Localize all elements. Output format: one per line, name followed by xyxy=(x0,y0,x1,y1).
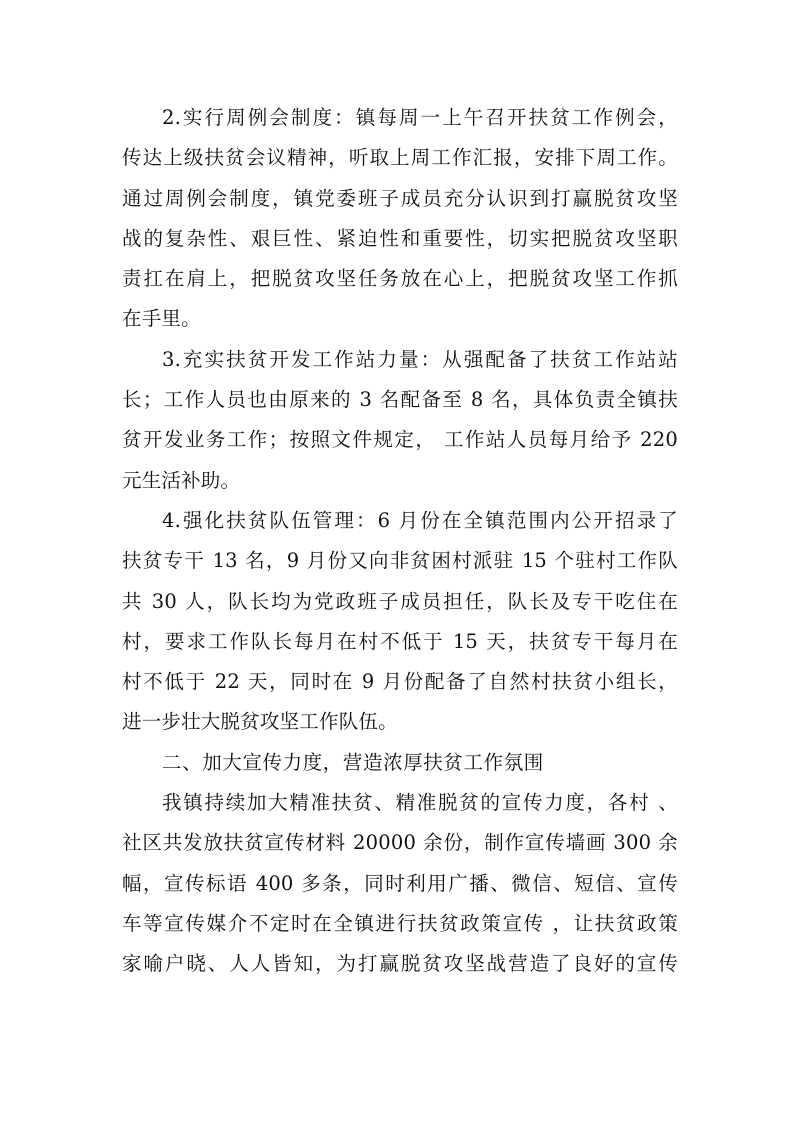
paragraph-4-line-2: 社区共发放扶贫宣传材料 20000 余份，制作宣传墙画 300 余 xyxy=(122,831,678,855)
paragraph-4-line-5: 家喻户晓、人人皆知，为打赢脱贫攻坚战营造了良好的宣传 xyxy=(122,952,678,976)
paragraph-3-line-6: 进一步壮大脱贫攻坚工作队伍。 xyxy=(122,710,398,734)
paragraph-4-line-3: 幅，宣传标语 400 多条，同时利用广播、微信、短信、宣传 xyxy=(122,871,678,895)
paragraph-1-line-4: 战的复杂性、艰巨性、紧迫性和重要性，切实把脱贫攻坚职 xyxy=(122,226,678,250)
paragraph-1-line-1: 2.实行周例会制度：镇每周一上午召开扶贫工作例会， xyxy=(162,106,678,129)
paragraph-2-line-2: 长；工作人员也由原来的 3 名配备至 8 名，具体负责全镇扶 xyxy=(122,388,678,412)
paragraph-4-line-1: 我镇持续加大精准扶贫、精准脱贫的宣传力度，各村 、 xyxy=(162,791,678,815)
paragraph-2-line-1: 3.充实扶贫开发工作站力量：从强配备了扶贫工作站站 xyxy=(162,347,678,371)
paragraph-3-line-4: 村，要求工作队长每月在村不低于 15 天，扶贫专干每月在 xyxy=(122,629,678,653)
paragraph-4-line-4: 车等宣传媒介不定时在全镇进行扶贫政策宣传 ，让扶贫政策 xyxy=(122,911,678,935)
paragraph-3-line-3: 共 30 人，队长均为党政班子成员担任，队长及专干吃住在 xyxy=(122,589,678,613)
paragraph-1-line-3: 通过周例会制度，镇党委班子成员充分认识到打赢脱贫攻坚 xyxy=(122,186,678,210)
paragraph-1-line-5: 责扛在肩上，把脱贫攻坚任务放在心上，把脱贫攻坚工作抓 xyxy=(122,267,678,291)
paragraph-2-line-4: 元生活补助。 xyxy=(122,468,241,492)
paragraph-2-line-3: 贫开发业务工作；按照文件规定， 工作站人员每月给予 220 xyxy=(122,428,678,452)
section-heading: 二、加大宣传力度，营造浓厚扶贫工作氛围 xyxy=(162,750,544,774)
document-body xyxy=(122,98,678,985)
paragraph-1-line-6: 在手里。 xyxy=(122,307,201,331)
paragraph-3-line-5: 村不低于 22 天，同时在 9 月份配备了自然村扶贫小组长， xyxy=(122,670,678,694)
paragraph-3-line-2: 扶贫专干 13 名，9 月份又向非贫困村派驻 15 个驻村工作队 xyxy=(122,549,678,573)
paragraph-1-line-2: 传达上级扶贫会议精神，听取上周工作汇报，安排下周工作。 xyxy=(122,146,678,170)
paragraph-3-line-1: 4.强化扶贫队伍管理：6 月份在全镇范围内公开招录了 xyxy=(162,508,678,532)
